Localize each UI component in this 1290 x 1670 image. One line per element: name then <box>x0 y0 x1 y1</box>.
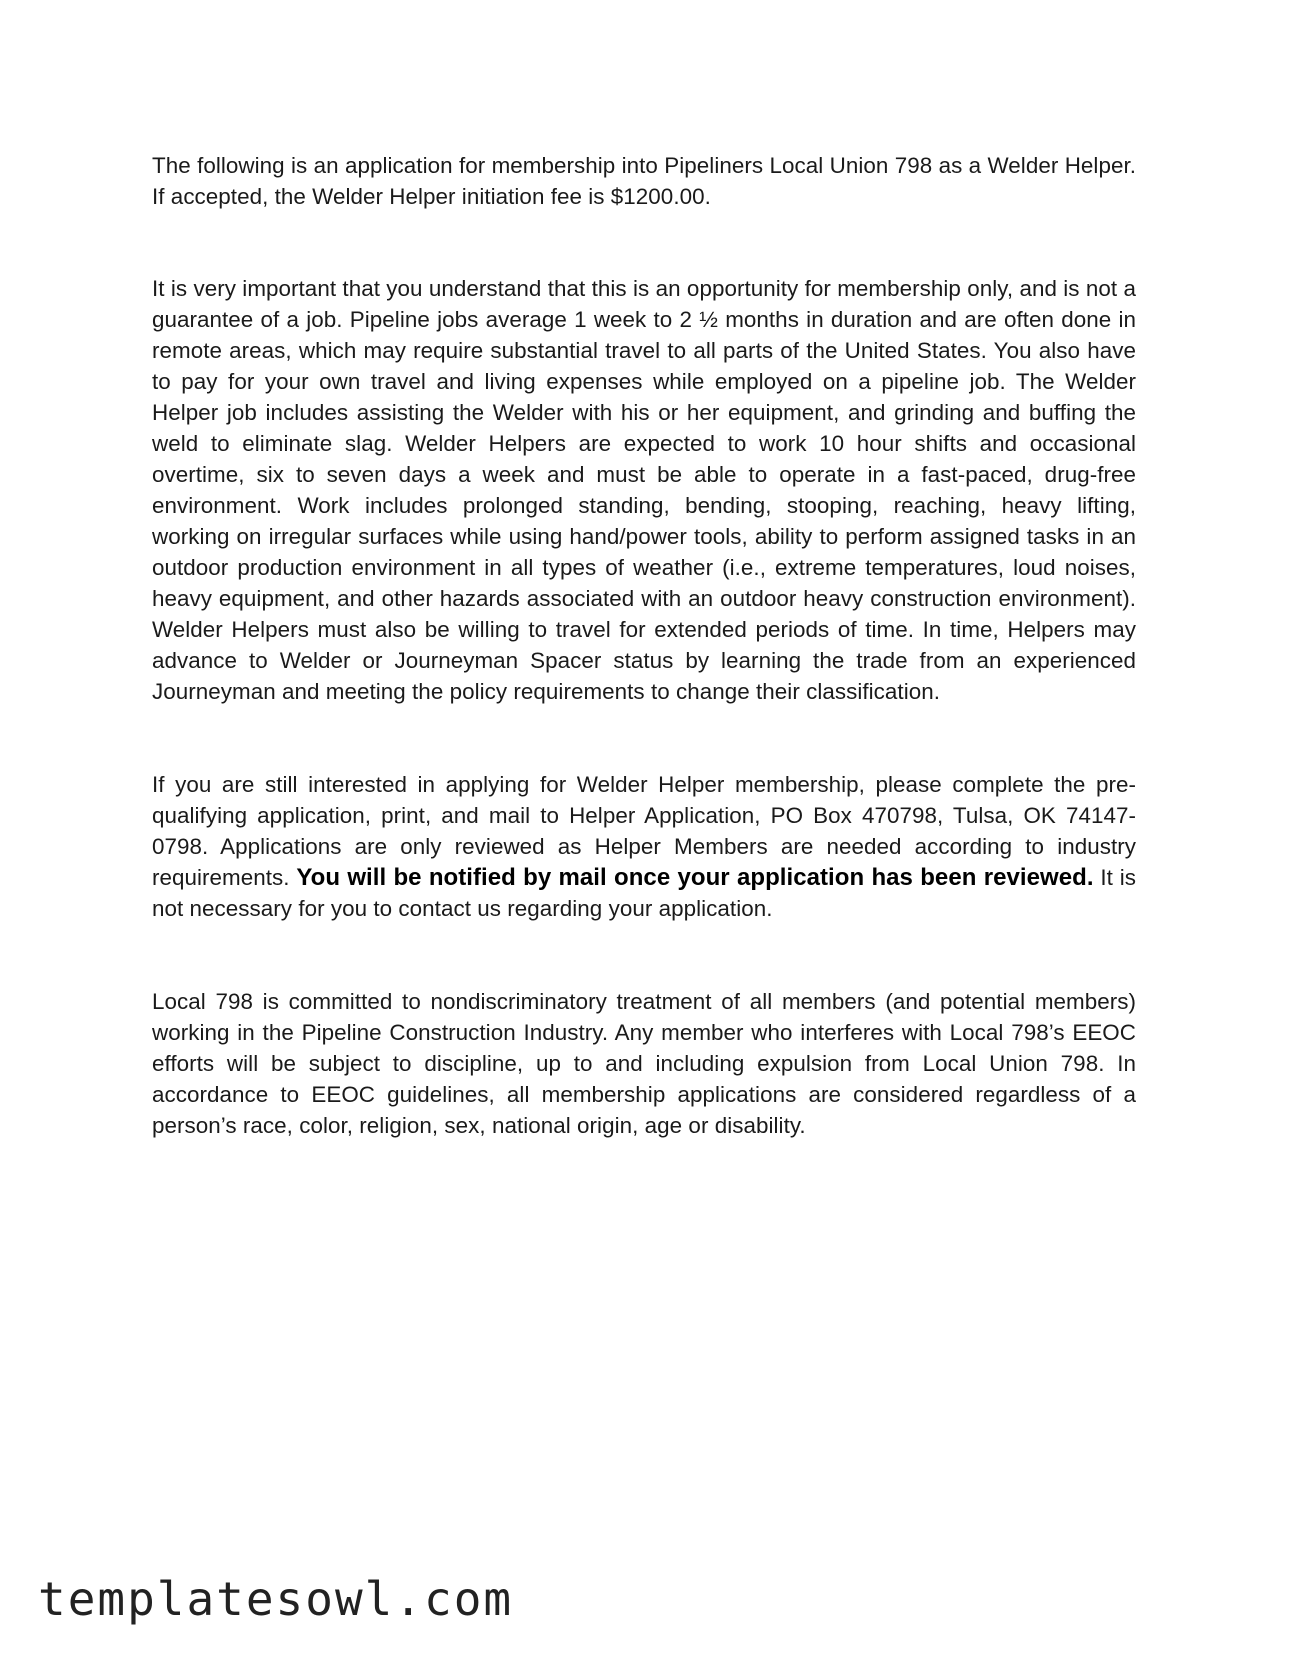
document-body <box>152 150 1136 1141</box>
watermark-text: templatesowl.com <box>38 1572 514 1626</box>
nondiscrimination-paragraph: Local 798 is committed to nondiscriminatory treatment of all members (and potential members) working in the Pipeline Construction Industry. Any member who interferes with Local 798’s EEOC efforts will be subject to discipline, up to and including expulsion from Local Union 798. In accordance to EEOC guidelines, all membership applications are considered regardless of a person’s race, color, religion, sex, national origin, age or disability. <box>152 989 1136 1138</box>
job-description-paragraph: It is very important that you understand that this is an opportunity for membership only, and is not a guarantee of a job. Pipeline jobs average 1 week to 2 ½ months in duration and are often done in remote areas, which may require substantial travel to all parts of the United States. You also have to pay for your own travel and living expenses while employed on a pipeline job. The Welder Helper job includes assisting the Welder with his or her equipment, and grinding and buffing the weld to eliminate slag. Welder Helpers are expected to work 10 hour shifts and occasional overtime, six to seven days a week and must be able to operate in a fast-paced, drug-free environment. Work includes prolonged standing, bending, stooping, reaching, heavy lifting, working on irregular surfaces while using hand/power tools, ability to perform assigned tasks in an outdoor production environment in all types of weather (i.e., extreme temperatures, loud noises, heavy equipment, and other hazards associated with an outdoor heavy construction environment). Welder Helpers must also be willing to travel for extended periods of time. In time, Helpers may advance to Welder or Journeyman Spacer status by learning the trade from an experienced Journeyman and meeting the policy requirements to change their classification. <box>152 276 1136 704</box>
contact-note: It is not necessary for you to contact us regarding your application. <box>152 865 1137 921</box>
application-instructions-text: If you are still interested in applying for Welder Helper membership, please complete the pre-qualifying application, print, and mail to Helper Application, PO Box 470798, Tulsa, OK 74147-0798. Applications are only reviewed as Helper Members are needed according to industry requirements. <box>152 772 1136 890</box>
notification-notice: You will be notified by mail once your application has been reviewed. <box>296 864 1094 891</box>
intro-paragraph: The following is an application for membership into Pipeliners Local Union 798 as a Welder Helper. If accepted, the Welder Helper initiation fee is $1200.00. <box>152 153 1136 209</box>
application-instructions-paragraph <box>152 769 1136 924</box>
